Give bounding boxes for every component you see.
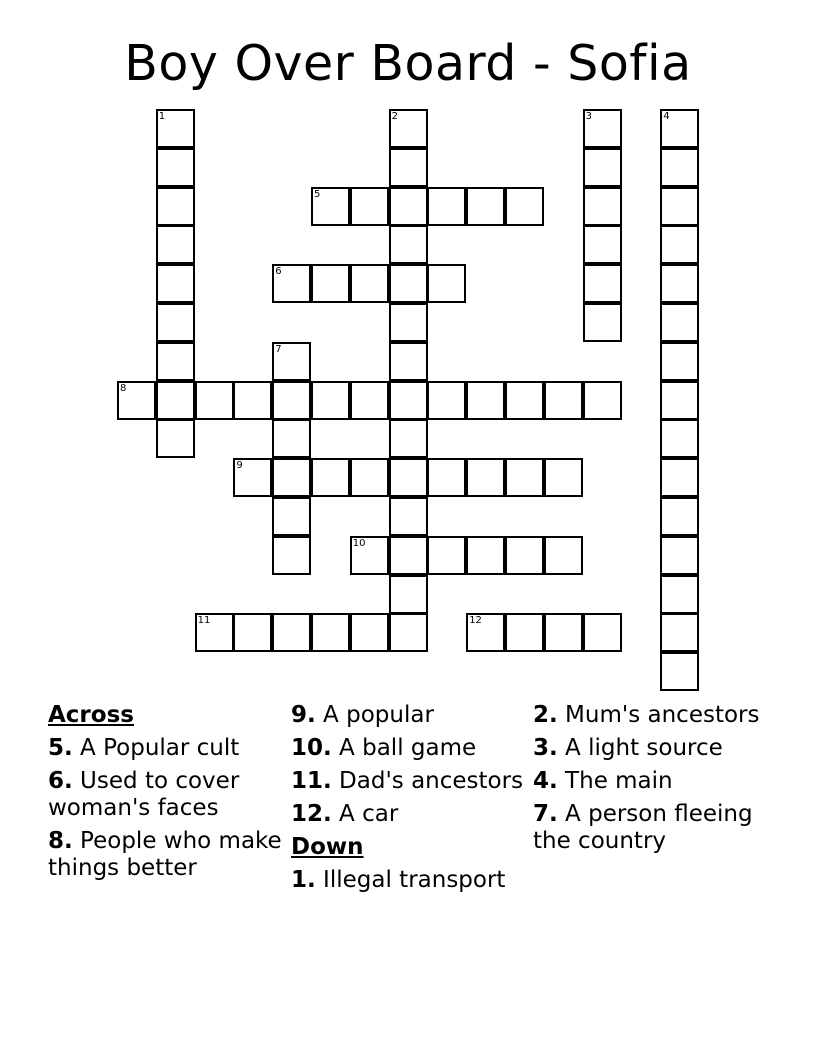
clue-number: 1.	[291, 867, 316, 893]
grid-cell[interactable]	[660, 187, 699, 226]
clue-number-label: 2	[391, 111, 398, 122]
grid-cell[interactable]	[389, 381, 428, 420]
grid-cell[interactable]	[272, 536, 311, 575]
grid-cell[interactable]	[427, 381, 466, 420]
clue-text: Illegal transport	[315, 867, 506, 893]
grid-cell[interactable]	[544, 458, 583, 497]
grid-cell[interactable]	[505, 536, 544, 575]
grid-cell[interactable]	[389, 613, 428, 652]
grid-cell[interactable]	[660, 419, 699, 458]
clue-number-label: 6	[275, 266, 282, 278]
clue-across-5	[48, 735, 284, 762]
clue-number: 6.	[48, 768, 73, 794]
clue-text: A popular	[315, 702, 434, 728]
across-heading: Across	[48, 702, 134, 728]
grid-cell[interactable]	[427, 264, 466, 303]
clue-number: 9.	[291, 702, 316, 728]
puzzle-title: Boy Over Board - Sofia	[124, 35, 692, 92]
clue-number-label: 3	[585, 111, 592, 122]
grid-cell[interactable]	[505, 187, 544, 226]
grid-cell[interactable]	[311, 613, 350, 652]
grid-cell[interactable]	[156, 419, 195, 458]
clue-text: The main	[557, 768, 673, 794]
grid-cell[interactable]	[389, 148, 428, 187]
clue-across-10	[291, 735, 527, 762]
grid-cell[interactable]	[350, 264, 389, 303]
clue-text: Used to cover woman's faces	[48, 768, 240, 821]
clue-number: 5.	[48, 735, 73, 761]
clue-number: 3.	[533, 735, 558, 761]
grid-cell[interactable]	[660, 342, 699, 381]
grid-cell[interactable]	[544, 613, 583, 652]
clue-column-1	[48, 702, 284, 888]
grid-cell[interactable]	[660, 381, 699, 420]
clue-across-8	[48, 828, 284, 882]
clue-number: 7.	[533, 801, 558, 827]
grid-cell[interactable]	[466, 536, 505, 575]
grid-cell[interactable]	[505, 381, 544, 420]
clue-text: Dad's ancestors	[331, 768, 524, 794]
clue-number-label: 1	[158, 111, 166, 122]
grid-cell[interactable]	[233, 381, 272, 420]
clue-text: A ball game	[331, 735, 477, 761]
grid-cell[interactable]	[660, 536, 699, 575]
grid-cell[interactable]	[389, 575, 428, 614]
grid-cell[interactable]	[660, 109, 699, 148]
grid-cell[interactable]	[660, 458, 699, 497]
grid-cell[interactable]	[311, 381, 350, 420]
grid-cell[interactable]	[583, 381, 622, 420]
grid-cell[interactable]	[272, 458, 311, 497]
grid-cell[interactable]	[427, 187, 466, 226]
grid-cell[interactable]	[505, 613, 544, 652]
grid-cell[interactable]	[466, 613, 505, 652]
grid-cell[interactable]	[272, 264, 311, 303]
clue-down-3	[533, 735, 769, 762]
clue-down-4	[533, 768, 769, 795]
clue-text: People who make things better	[48, 828, 282, 881]
grid-cell[interactable]	[156, 225, 195, 264]
grid-cell[interactable]	[350, 536, 389, 575]
grid-cell[interactable]	[466, 381, 505, 420]
grid-cell[interactable]	[195, 381, 234, 420]
grid-cell[interactable]	[583, 264, 622, 303]
grid-cell[interactable]	[156, 187, 195, 226]
clue-number-label: 7	[275, 343, 282, 355]
grid-cell[interactable]	[389, 342, 428, 381]
clue-text: A light source	[557, 735, 723, 761]
grid-cell[interactable]	[311, 187, 350, 226]
grid-cell[interactable]	[389, 109, 428, 148]
clue-text: A car	[331, 801, 399, 827]
grid-cell[interactable]	[583, 187, 622, 226]
grid-cell[interactable]	[311, 458, 350, 497]
grid-cell[interactable]	[466, 187, 505, 226]
grid-cell[interactable]	[272, 497, 311, 536]
grid-cell[interactable]	[350, 458, 389, 497]
grid-cell[interactable]	[233, 458, 272, 497]
grid-cell[interactable]	[660, 575, 699, 614]
clue-number: 12.	[291, 801, 332, 827]
clue-down-2	[533, 702, 769, 729]
clue-across-6	[48, 768, 284, 822]
grid-cell[interactable]	[544, 536, 583, 575]
grid-cell[interactable]	[660, 264, 699, 303]
clue-text: Mum's ancestors	[557, 702, 760, 728]
grid-cell[interactable]	[660, 148, 699, 187]
grid-cell[interactable]	[350, 187, 389, 226]
grid-cell[interactable]	[583, 109, 622, 148]
grid-cell[interactable]	[583, 303, 622, 342]
grid-cell[interactable]	[156, 264, 195, 303]
grid-cell[interactable]	[583, 148, 622, 187]
grid-cell[interactable]	[427, 536, 466, 575]
grid-cell[interactable]	[583, 613, 622, 652]
grid-cell[interactable]	[389, 303, 428, 342]
clue-number: 4.	[533, 768, 558, 794]
grid-cell[interactable]	[311, 264, 350, 303]
clue-number-label: 12	[469, 615, 482, 627]
clue-number: 8.	[48, 828, 73, 854]
grid-cell[interactable]	[350, 381, 389, 420]
clue-down-7	[533, 801, 769, 855]
grid-cell[interactable]	[389, 497, 428, 536]
grid-cell[interactable]	[660, 225, 699, 264]
grid-cell[interactable]	[272, 613, 311, 652]
clue-number-label: 11	[197, 615, 211, 627]
clue-across-12	[291, 801, 527, 828]
grid-cell[interactable]	[117, 381, 156, 420]
clue-text: A person fleeing the country	[533, 801, 753, 854]
clue-number-label: 10	[352, 537, 366, 549]
grid-cell[interactable]	[156, 342, 195, 381]
grid-cell[interactable]	[389, 536, 428, 575]
grid-cell[interactable]	[389, 225, 428, 264]
grid-cell[interactable]	[156, 303, 195, 342]
clue-column-3	[533, 702, 769, 861]
grid-cell[interactable]	[660, 497, 699, 536]
grid-cell[interactable]	[660, 613, 699, 652]
grid-cell[interactable]	[660, 652, 699, 691]
grid-cell[interactable]	[389, 187, 428, 226]
grid-cell[interactable]	[156, 381, 195, 420]
clue-across-11	[291, 768, 527, 795]
grid-cell[interactable]	[389, 264, 428, 303]
clue-down-1	[291, 867, 527, 894]
grid-cell[interactable]	[389, 458, 428, 497]
grid-cell[interactable]	[272, 342, 311, 381]
grid-cell[interactable]	[544, 381, 583, 420]
grid-cell[interactable]	[389, 419, 428, 458]
grid-cell[interactable]	[156, 148, 195, 187]
grid-cell[interactable]	[156, 109, 195, 148]
clue-number-label: 9	[236, 460, 243, 472]
clue-number: 10.	[291, 735, 332, 761]
down-heading: Down	[291, 834, 364, 860]
clue-text: A Popular cult	[72, 735, 240, 761]
grid-cell[interactable]	[505, 458, 544, 497]
grid-cell[interactable]	[427, 458, 466, 497]
grid-cell[interactable]	[660, 303, 699, 342]
grid-cell[interactable]	[466, 458, 505, 497]
grid-cell[interactable]	[350, 613, 389, 652]
clue-number-label: 4	[663, 111, 670, 122]
clue-across-9	[291, 702, 527, 729]
clue-number-label: 5	[314, 188, 321, 200]
grid-cell[interactable]	[583, 225, 622, 264]
grid-cell[interactable]	[233, 613, 272, 652]
clue-number-label: 8	[120, 382, 127, 394]
grid-cell[interactable]	[195, 613, 234, 652]
grid-cell[interactable]	[272, 381, 311, 420]
clue-column-2	[291, 702, 527, 900]
grid-cell[interactable]	[272, 419, 311, 458]
clue-number: 11.	[291, 768, 332, 794]
clue-number: 2.	[533, 702, 558, 728]
